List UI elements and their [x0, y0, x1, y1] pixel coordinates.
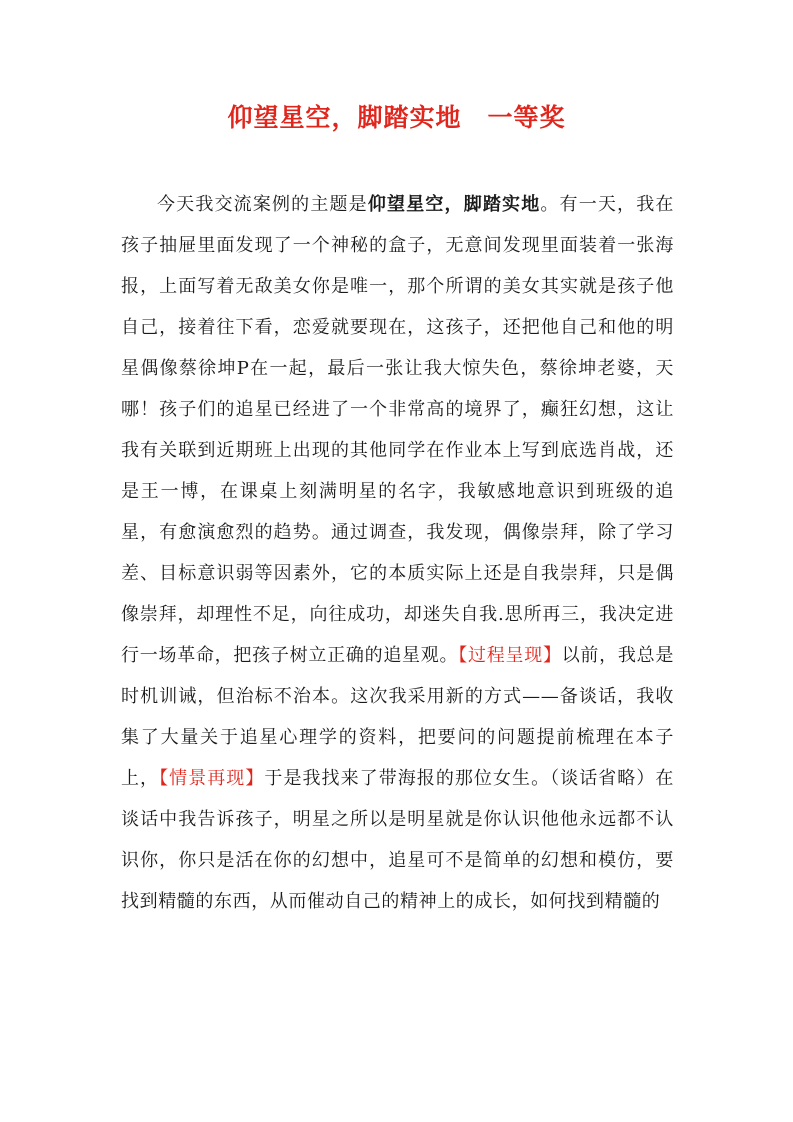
paragraph-text-4: 于是我找来了带海报的那位女生。（谈话省略）在谈话中我告诉孩子，明星之所以是明星就是你认识他他永远都不认识你，你只是活在你的幻想中，追星可不是简单的幻想和模仿，要找到精髓的东西，从而催动自己的精神上的成长，如何找到精髓的: [121, 768, 675, 912]
paragraph-theme-bold: 仰望星空，脚踏实地: [367, 194, 541, 215]
process-heading-red: 【过程呈现】: [458, 645, 562, 666]
paragraph-text-1: 今天我交流案例的主题是: [157, 194, 368, 215]
scene-heading-red: 【情景再现】: [159, 768, 265, 789]
paragraph-text-2: 。有一天，我在孩子抽屉里面发现了一个神秘的盒子，无意间发现里面装着一张海报，上面写着无敌美女你是唯一，那个所谓的美女其实就是孩子他自己，接着往下看，恋爱就要现在，这孩子，还把他自己和他的明星偶像蔡徐坤P在一起，最后一张让我大惊失色，蔡徐坤老婆，天哪！孩子们的追星已经进了一个非常高的境界了，癫狂幻想，这让我有关联到近期班上出现的其他同学在作业本上写到底选肖战，还是王一博，在课桌上刻满明星的名字，我敏感地意识到班级的追星，有愈演愈烈的趋势。通过调查，我发现，偶像崇拜，除了学习差、目标意识弱等因素外，它的本质实际上还是自我崇拜，只是偶像崇拜，却理性不足，向往成功，却迷失自我.思所再三，我决定进行一场革命，把孩子树立正确的追星观。: [121, 194, 674, 666]
body-paragraph: [121, 184, 674, 922]
document-title: 仰望星空，脚踏实地 一等奖: [227, 103, 566, 132]
paragraph-text-3: 以前，我总是时机训诫，但治标不治本。这次我采用新的方式——备谈话，我收集了大量关于追星心理学的资料，把要问的问题提前梳理在本子上，: [121, 645, 674, 789]
